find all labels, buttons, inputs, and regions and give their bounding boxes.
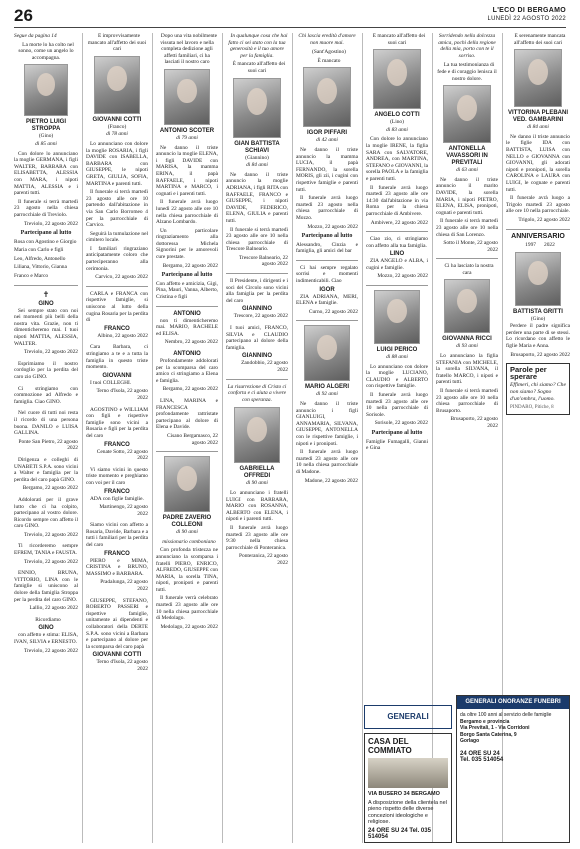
notice-date: Trescore Balneario, 22 agosto 2022 xyxy=(238,254,288,268)
divider xyxy=(506,229,570,230)
notice-lead: È mancato xyxy=(317,57,341,64)
deceased-nickname: (Gino) xyxy=(38,133,54,140)
notice-body: AGOSTINO e WILLIAM con figli e rispettive famiglie sono vicini a Rosaria e figli per la perdita del caro xyxy=(86,406,148,439)
obituary-notice xyxy=(86,467,148,518)
notice-rite: Seguirà la tumulazione nel cimitero locale. xyxy=(86,230,148,244)
paper-date: LUNEDÌ 22 AGOSTO 2022 xyxy=(487,16,566,22)
notice-date: Ponte San Pietro, 22 agosto 2022 xyxy=(18,438,78,452)
deceased-photo xyxy=(515,252,561,306)
notice-rite: Il funerale avrà luogo martedì 23 agosto alle ore 10 nella parrocchiale di Sorisole. xyxy=(366,392,428,418)
notice-rite: Il funerale si terrà martedì 23 agosto alle ore 10 nella chiesa parrocchiale di Trescore Balneario. xyxy=(226,226,288,253)
deceased-name: ANTONIO SCOTER xyxy=(159,127,215,134)
notice-body: Siamo vicini con affetto a Rosaria, Davide, Barbara e a tutti i familiari per la perdita del caro xyxy=(86,522,148,549)
deceased-name: GIANNINO xyxy=(242,306,272,313)
ad-photo xyxy=(368,758,448,788)
divider xyxy=(226,379,288,380)
notice-date: Treviolo, 22 agosto 2022 xyxy=(23,531,78,538)
notice-body: Ciao zio, ci stringiamo con affetto alla tua famiglia. xyxy=(366,236,428,249)
obituary-notice xyxy=(366,33,428,226)
notice-body: Ne danno il triste annuncio il marito DAVIDE, la sorella MARIA, i nipoti PIETRO, ELENA, ELISA, pronipoti, cognati e parenti tutti. xyxy=(436,176,498,216)
obituary-notice xyxy=(156,398,218,446)
notice-lead: La tua testimonianza di fede e di coraggio lenisca il nostro dolore. xyxy=(437,62,497,82)
ad-line: Bergamo e provincia xyxy=(460,718,510,725)
notice-date: Sotto il Monte, 22 agosto 2022 xyxy=(443,240,498,253)
notice-lead: La morte lo ha colto nel sonno, come un angelo lo accompagna. xyxy=(18,41,74,61)
notice-date: Pradalunga, 22 agosto 2022 xyxy=(100,579,148,593)
masthead xyxy=(487,7,566,23)
mourner-line: Franco e Marco xyxy=(14,273,49,280)
divider xyxy=(156,451,218,452)
deceased-name: FRANCO xyxy=(104,441,130,448)
deceased-name: FRANCO xyxy=(104,325,130,332)
ad-line: Borgo Santa Caterina, 9 xyxy=(460,731,517,738)
notice-body: Sei sempre stato con noi nei momenti più belli della nostra vita. Grazie, non ti dimenticheremo mai. I tuoi nipoti MATTIA, ALESSIA, WALTER. xyxy=(14,307,78,347)
notice-date: Madone, 22 agosto 2022 xyxy=(304,477,358,484)
notice-body: Con dolore lo annunciano la moglie GERMANA, i figli WALTER, BARBARA con ELISABETTA, ALESSIA con MARA, i nipoti MATTIA, ALESSIA e i parenti tutti. xyxy=(14,150,78,197)
deceased-photo xyxy=(94,56,140,114)
hope-words-title: Parole per sperare xyxy=(510,365,547,381)
deceased-photo xyxy=(24,64,68,116)
deceased-name: MARIO ALGERI xyxy=(304,384,350,391)
column-8 xyxy=(506,33,570,685)
deceased-name: GINO xyxy=(38,625,54,632)
notice-quote: Sorridendo nella dolcezza amica, pochi della regione della mia, porto con te il sorriso. xyxy=(438,33,496,59)
mourner-line: Alessandro, Cinzia e famiglia, gli amici del bar xyxy=(296,241,358,255)
deceased-age: di 92 anni xyxy=(316,391,338,398)
notice-date: Martinengo, 22 agosto 2022 xyxy=(99,504,148,517)
notice-date: Mozzo, 22 agosto 2022 xyxy=(307,223,358,230)
deceased-name: GIANNINO xyxy=(242,353,272,360)
funeral-services-ad xyxy=(456,695,570,843)
divider xyxy=(156,306,218,307)
deceased-name: IGOR xyxy=(319,286,335,293)
notice-body: Perdere il padre significa perdere una parte di se stessi. Lo ricordano con affetto le figlie Maria e Anna. xyxy=(506,323,570,350)
notice-lead: Ricordiamo xyxy=(35,616,61,623)
divider xyxy=(296,320,358,321)
notice-rite: Il funerale si terrà martedì 23 agosto alle ore 10 nella chiesa di San Lorenzo. xyxy=(436,218,498,238)
deceased-photo xyxy=(303,67,351,127)
obituary-notice xyxy=(296,265,358,316)
ad-heading: GENERALI ONORANZE FUNEBRI xyxy=(457,696,569,709)
hope-words-source: PINDARO, Pitiche, 8 xyxy=(510,404,554,410)
ad-phone: Tel. 035 514054 xyxy=(460,757,504,763)
notice-date: Cenate Sotto, 22 agosto 2022 xyxy=(96,448,148,462)
deceased-name: GIOVANNI xyxy=(102,372,132,379)
ad-body: A disposizione della clientela nel pieno rispetto delle diverse concezioni ideologiche e religiose. xyxy=(368,799,447,825)
notice-body: Ne danno il triste annuncio i figli GIANLUIGI, ANNAMARIA, SILVANA, GIUSEPPE, ANTONELLA con le rispettive famiglie, i nipoti e i pronipoti. xyxy=(296,401,358,447)
notice-thanks: I familiari ringraziano anticipatamente coloro che parteciperanno alla cerimonia. xyxy=(86,245,148,272)
notice-rite: Il funerale avrà luogo martedì 23 agosto alle ore 9:30 nella chiesa parrocchiale di Ponteranica. xyxy=(226,524,288,551)
notice-body: Vi siamo vicini in questo triste momento e preghiamo con voi per il caro xyxy=(86,466,148,486)
column-4 xyxy=(226,33,288,845)
notice-date: Treviolo, 22 agosto 2022 xyxy=(23,349,78,356)
deceased-name: ANTONELLA VAVASSORI IN PREVITALI xyxy=(446,146,488,167)
deceased-name: GIOVANNI COTTI xyxy=(92,652,142,659)
notice-date: Bergamo, 22 agosto 2022 xyxy=(162,262,218,269)
mourner-line: Famiglie Fumagalli, Gianni e Gina xyxy=(366,438,428,452)
obituary-notice xyxy=(14,361,78,381)
notice-body: Ti ricorderemo sempre EFREM, TANIA e FAUSTA. xyxy=(14,543,78,557)
page-number: 26 xyxy=(14,6,33,25)
deceased-nickname: (Franco) xyxy=(107,123,127,130)
deceased-age: di 84 anni xyxy=(246,162,268,169)
obituary-notice xyxy=(226,278,288,320)
notice-body: Lo annunciano la figlia STEFANIA con MICHELE, la sorella SILVANA, il fratello MARCO, i nipoti e parenti tutti. xyxy=(436,353,498,386)
anniversary-years: 1997 2022 xyxy=(525,242,555,249)
column-1 xyxy=(14,33,78,845)
hope-words-box xyxy=(506,363,570,415)
deceased-age: di 85 anni xyxy=(35,140,57,147)
deceased-age: di 88 anni xyxy=(386,354,408,361)
deceased-name: LINO xyxy=(389,251,405,258)
obituary-notice xyxy=(14,386,78,406)
deceased-name: FRANCO xyxy=(104,488,130,495)
notice-body: non ti dimenticheremo mai. MARIO, RACHELE ed ELISA. xyxy=(156,317,218,337)
obituary-notice xyxy=(86,291,148,340)
notice-body: Ne danno il triste annuncio la moglie ELENA, i figli DAVIDE con MARISA, la mamma ERINA, il papà RAFFAELE, i nipoti MARTINA e MARCO, i cognati e i parenti tutti. xyxy=(156,144,218,197)
mourner-line: Maria con Carlo e figli xyxy=(14,247,64,254)
obituary-notice xyxy=(14,33,78,280)
continuation-label: Segue da pagina 14 xyxy=(14,33,57,39)
obituary-notice xyxy=(86,407,148,462)
obituary-notice xyxy=(436,263,498,429)
obituary-notice xyxy=(14,570,78,612)
column-rule xyxy=(152,33,153,843)
obituary-notice xyxy=(366,290,428,452)
divider xyxy=(86,286,148,287)
obituary-notice xyxy=(14,543,78,565)
obituary-notice xyxy=(156,456,218,630)
ad-phone: 24 ORE SU 24 Tel. 035 514054 xyxy=(368,827,431,840)
ad-hours: 24 ORE SU 24 xyxy=(460,750,500,757)
notice-date: Carvico, 22 agosto 2022 xyxy=(95,274,148,281)
notice-lead: Dopo una vita nobilmente vissuta nel lavoro e nella completa dedizione agli affetti familiari, ci ha lasciati il nostro caro xyxy=(160,33,218,66)
deceased-photo xyxy=(443,85,491,143)
obituary-notice xyxy=(14,290,78,356)
mourner-line: Rosa con Agostino e Giorgio xyxy=(14,238,77,245)
notice-date: Ambivere, 22 agosto 2022 xyxy=(370,219,428,226)
ad-line: da oltre 100 anni al servizio delle famiglie xyxy=(460,712,552,718)
divider xyxy=(366,231,428,232)
section-heading: Partecipano al lutto xyxy=(20,230,72,237)
notice-quote: In qualunque cosa che hai fatto ci sei stato con la tua generosità e il tuo amore per la famiglia. xyxy=(228,33,288,59)
ad-body xyxy=(457,709,569,767)
notice-body: Con dolore lo annunciano la moglie IRENE, la figlia SARA con SALVATORE, ANDREA, con MARTINA, STEFANO e GIOVANNI, la sorella PAOLA e la famiglia e parenti tutti. xyxy=(366,136,428,182)
ad-title: CASA DEL COMMIATO xyxy=(368,737,412,755)
column-rule xyxy=(362,33,363,843)
notice-body: Con profonda tristezza ne annunciano la scomparsa i fratelli PIERO, ENRICO, ALFREDO, GIUSEPPE con MARIA, la sorella TINA, nipoti, pronipoti e parenti tutti. xyxy=(156,547,218,593)
deceased-photo xyxy=(373,49,421,109)
notice-date: Nembro, 22 agosto 2022 xyxy=(164,339,218,346)
page-header xyxy=(14,6,566,28)
divider xyxy=(436,258,498,259)
obituary-notice xyxy=(86,598,148,673)
notice-body: ZIA ADRIANA, MERI, ELENA e famiglie. xyxy=(296,293,358,307)
ad-line: Via Previtali, 1 - Via Corridoni xyxy=(460,725,530,731)
deceased-photo xyxy=(164,69,210,125)
notice-body: ZIA ANGELO e ALBA, i cugini e famiglie. xyxy=(366,258,428,271)
mourner-line: Leo, Alfredo, Antonello xyxy=(14,255,66,262)
column-rule xyxy=(222,33,223,843)
column-5 xyxy=(296,33,358,845)
column-7 xyxy=(436,33,498,687)
notice-date: Medolago, 22 agosto 2022 xyxy=(160,623,218,630)
notice-lead: Ci ha lasciato la nostra cara xyxy=(444,263,494,276)
funeral-home-ad xyxy=(364,733,452,843)
notice-body: Esprimiamo il nostro cordoglio per la perdita del caro zio GINO. xyxy=(14,360,78,380)
section-heading: Partecipano al lutto xyxy=(301,233,353,240)
notice-date: Trigolo, 22 agosto 2022 xyxy=(518,216,570,223)
deceased-name: PIETRO LUIGI STROPPA xyxy=(25,119,66,133)
notice-rite: Il funerale si terrà martedì 23 agosto alle ore 10 nella chiesa parrocchiale di Brusaporto. xyxy=(436,388,498,414)
notice-date: Treviolo, 22 agosto 2022 xyxy=(23,558,78,565)
notice-body: Dirigenza e colleghi di UNABETI S.P.A. sono vicini a Walter e famiglia per la perdita del caro papà GINO. xyxy=(14,456,78,483)
notice-body: ADA con figlie famiglie. xyxy=(90,495,144,502)
divider xyxy=(14,285,78,286)
notice-lead: È improvvisamente mancato all'affetto dei suoi cari xyxy=(87,33,147,53)
notice-date: Brusaporto, 22 agosto 2022 xyxy=(450,416,498,429)
deceased-age: di 90 anni xyxy=(176,529,198,536)
deceased-name: GINO xyxy=(38,300,54,307)
notice-body: Ci hai sempre regalato sorrisi e momenti indimenticabili. Ciao xyxy=(296,264,358,285)
notice-rite: Il funerale si terrà martedì 23 agosto nella chiesa parrocchiale di Treviolo. xyxy=(14,198,78,218)
notice-quote: Chi lascia eredità d'amore non muore mai. xyxy=(298,33,356,46)
obituary-notice xyxy=(14,497,78,539)
deceased-photo xyxy=(444,279,490,333)
deceased-name: ANGELO COTTI xyxy=(374,112,420,119)
notice-rite: Il funerale avrà luogo a Trigolo martedì 23 agosto alle ore 10 nella parrocchiale. xyxy=(506,195,570,215)
notice-body: Ci stringiamo con commozione ad Alfredo e famiglia. Ciao GINO. xyxy=(14,385,78,405)
notice-body: CARLA e FRANCA con rispettive famiglie, si uniscono al lutto della cugina Rosaria per la perdita di xyxy=(86,290,148,324)
section-heading: Partecipano al lutto xyxy=(371,430,423,436)
hope-words-text: Effimeri, chi siamo? Che non siamo? Sogno d'un'ombra, l'uomo. xyxy=(510,382,566,403)
section-heading: Partecipano al lutto xyxy=(161,272,213,279)
notice-date: Treviolo, 22 agosto 2022 xyxy=(23,647,78,654)
deceased-photo xyxy=(304,325,350,381)
deceased-nickname: (Lino) xyxy=(390,119,404,126)
notice-lead: missionario comboniano xyxy=(162,538,216,545)
notice-body: Il Presidente, i dirigenti e i soci del Circolo sono vicini alla famiglia per la perdita del caro xyxy=(226,278,288,304)
column-2 xyxy=(86,33,148,845)
obituary-notice xyxy=(436,33,498,253)
deceased-name: GIOVANNA RICCI xyxy=(442,336,492,343)
deceased-name: ANTONIO xyxy=(173,310,201,317)
obituary-notice xyxy=(506,33,570,224)
notice-rite: Il funerale si terrà martedì 23 agosto alle ore 10 partendo dall'abitazione in via San Carlo Borromeo 4 per la parrocchiale di Carvico. xyxy=(86,189,148,229)
notice-date: Zandobbio, 22 agosto 2022 xyxy=(241,360,288,373)
deceased-photo xyxy=(374,290,420,344)
deceased-name: GABRIELLA OFFREDI xyxy=(239,466,275,480)
notice-body: Ne danno il triste annuncio la mamma LUCIA, il papà FERNANDO, la sorella MORIS, gli zii, i cugini con rispettive famiglie e parenti tutti. xyxy=(296,146,358,193)
anniversary-heading: ANNIVERSARIO xyxy=(511,232,565,240)
obituary-notice xyxy=(86,522,148,592)
obituary-notice xyxy=(156,351,218,393)
deceased-name: GIAN BATTISTA SCHIAVI xyxy=(234,140,280,154)
notice-body: ENNIO, BRUNA, VITTORIO, LINA con le famiglie si uniscono al dolore della famiglia Stroppa per la perdita del caro GINO. xyxy=(14,570,78,603)
funeral-home-logo: GENERALI xyxy=(364,705,452,729)
notice-quote: La risurrezione di Cristo ci conforta e ci aiuta a vivere con speranza. xyxy=(227,383,287,403)
notice-body: LINA, MARINA e FRANCESCA profondamente rattristate partecipano al dolore di Elena e Davide. xyxy=(156,397,218,431)
obituary-notice xyxy=(156,33,218,301)
notice-date: Sorisole, 22 agosto 2022 xyxy=(374,420,428,427)
notice-rite: Il funerale avrà luogo martedì 23 agosto alle ore 10 nella chiesa parrocchiale di Madone. xyxy=(296,449,358,475)
deceased-name: BATTISTA GRITTI xyxy=(513,308,563,315)
deceased-age: di 83 anni xyxy=(386,126,408,133)
notice-body: Nel cuore di tutti noi resta il ricordo di una persona buona. DANILO e LUISA GALLINA. xyxy=(14,410,78,437)
divider xyxy=(366,285,428,286)
column-rule xyxy=(82,33,83,843)
obituary-notice xyxy=(14,410,78,452)
ad-line: Gorlago xyxy=(460,738,480,744)
deceased-name: VITTORINA PLEBANI VED. GAMBARINI xyxy=(507,110,568,124)
notice-rite: Il funerale avrà luogo martedì 23 agosto nella chiesa parrocchiale di Mozzo. xyxy=(296,195,358,221)
notice-body: Addolorati per il grave lutto che ci ha colpito, partecipano al vostro dolore. Ricordo sempre con affetto il caro GINO. xyxy=(14,496,78,530)
deceased-name: PADRE ZAVERIO COLLEONI xyxy=(162,515,212,529)
notice-body: Lo annunciano con dolore la moglie LUCIANO, CLAUDIO e ALBERTO con rispettive famiglie. xyxy=(366,363,428,390)
cross-icon: ✝ xyxy=(42,289,50,299)
obituary-notice xyxy=(296,325,358,484)
ad-address: VIA BUSERO 34 BERGAMO xyxy=(368,791,440,797)
column-rule xyxy=(292,33,293,843)
deceased-name: GIOVANNI COTTI xyxy=(92,116,142,123)
notice-body: GIUSEPPE, STEFANO, ROBERTO PASSERI e rispettive famiglie, unitamente ai dipendenti e collaboratori della DERTE S.P.A. sono vicini a Barbara e partecipano al dolore per la scomparsa del caro papà xyxy=(86,597,148,650)
anniversary-notice xyxy=(506,234,570,359)
deceased-photo xyxy=(514,49,562,107)
obituary-notice xyxy=(14,457,78,492)
notice-date: Trescore, 22 agosto 2022 xyxy=(233,313,288,320)
deceased-age: di 79 anni xyxy=(176,134,198,141)
obituary-notice xyxy=(156,311,218,346)
notice-date: Bergamo, 22 agosto 2022 xyxy=(162,386,218,393)
column-3 xyxy=(156,33,218,845)
notice-date: Ponteranica, 22 agosto 2022 xyxy=(239,553,288,566)
obituary-notice xyxy=(226,325,288,374)
notice-date: Curno, 22 agosto 2022 xyxy=(308,308,358,315)
obituary-notice xyxy=(226,33,288,268)
notice-body: I tuoi amici, FRANCO, SILVIA e CLAUDIO partecipano al dolore della famiglia. xyxy=(226,325,288,351)
column-6 xyxy=(366,33,428,701)
notice-rite: Il funerale avrà luogo martedì 23 agosto alle ore 14:30 dall'abitazione in via Roma per la chiesa parrocchiale di Ambivere. xyxy=(366,184,428,217)
deceased-name: IGOR PIFFARI xyxy=(306,130,347,137)
paper-name: L'ECO DI BERGAMO xyxy=(492,7,566,14)
notice-date: Brusaporto, 22 agosto 2022 xyxy=(510,351,570,358)
notice-date: Lallio, 22 agosto 2022 xyxy=(29,605,78,612)
obituary-notice xyxy=(226,407,288,566)
notice-body: I tuoi COLLEGHI. xyxy=(90,379,132,386)
notice-body: Lo annunciano i fratelli LUIGI con BARBARA, MARIO con ROSANNA, ALBERTO con ELENA, i nipoti e i parenti tutti. xyxy=(226,489,288,523)
notice-date: Terno d'Isola, 22 agosto 2022 xyxy=(96,388,148,401)
deceased-photo xyxy=(234,407,280,463)
quote-attribution: (Sant'Agostino) xyxy=(312,49,346,56)
notice-rite: Un particolare ringraziamento alla dottoressa Michela Signorini per le amorevoli cure prestate. xyxy=(156,227,218,261)
deceased-age: di 63 anni xyxy=(456,167,478,174)
deceased-age: di 42 anni xyxy=(316,137,338,144)
divider xyxy=(226,273,288,274)
deceased-age: di 78 anni xyxy=(106,131,128,138)
notice-body: PIERO e MIMA, CRISTINA e BRUNO, MASSIMO e BARBARA. xyxy=(86,557,148,577)
notice-rite: Il funerale avrà luogo lunedì 22 agosto alle ore 10 nella chiesa parrocchiale di Alzano Lombardo. xyxy=(156,199,218,226)
notice-body: Ne danno il triste annuncio la moglie ADRIANA, i figli RITA con RAFFAELE, FRANCO e GIUSEPPE, i nipoti DAVIDE, FEDERICO, ELENA, GIULIA e parenti tutti. xyxy=(226,171,288,224)
notice-body: Lo annunciano con dolore la moglie ROSARIA, i figli DAVIDE con ISABELLA, BARBARA con GIUSEPPE, le nipoti GRETA, GIULIA, SOFIA, MARTINA e parenti tutti. xyxy=(86,140,148,187)
deceased-nickname: (Giannino) xyxy=(245,154,269,161)
notice-date: Albino, 22 agosto 2022 xyxy=(97,332,148,339)
notice-date: Mozzo, 22 agosto 2022 xyxy=(377,273,428,280)
notice-lead: È mancato all'affetto dei suoi cari xyxy=(232,61,286,74)
deceased-name: ANTONIO xyxy=(173,351,201,357)
obituary-notice xyxy=(86,33,148,281)
obituary-notice xyxy=(296,33,358,255)
mourner-line: Con affetto e amicizia, Gigi, Pina, Mauri, Vanna, Alberto, Cristina e figli xyxy=(156,280,218,301)
deceased-name: LUIGI PERICO xyxy=(376,347,418,354)
deceased-photo xyxy=(233,78,281,138)
notice-body: Cara Barbara, ci stringiamo a te e a tutta la famiglia in questo triste momento. xyxy=(86,344,148,371)
obituary-notice xyxy=(366,236,428,280)
notice-rite: Il funerale verrà celebrato martedì 23 agosto alle ore 10 nella chiesa parrocchiale di Medolago. xyxy=(156,595,218,622)
deceased-photo xyxy=(164,456,210,512)
deceased-age: di 84 anni xyxy=(527,124,549,131)
notice-date: Terno d'Isola, 22 agosto 2022 xyxy=(96,659,148,672)
notice-lead: È mancato all'affetto dei suoi cari xyxy=(372,33,426,46)
notice-date: Cisano Bergamasco, 22 agosto 2022 xyxy=(167,432,218,446)
deceased-name: FRANCO xyxy=(104,550,130,557)
notice-date: Treviolo, 22 agosto 2022 xyxy=(23,220,78,227)
notice-lead: È serenamente mancata all'affetto dei suoi cari xyxy=(513,33,566,46)
obituary-notice xyxy=(14,617,78,654)
notice-body: Profondamente addolorati per la scomparsa del caro amico ci stringiamo a Elena e famiglia. xyxy=(156,358,218,384)
divider xyxy=(296,260,358,261)
notice-body: con affetto e stima: ELISA, IVAN, SILVIA e ERNESTO. xyxy=(14,632,78,645)
notice-date: Bergamo, 22 agosto 2022 xyxy=(22,485,78,492)
obituary-notice xyxy=(86,344,148,401)
deceased-nickname: (Gino) xyxy=(530,315,546,322)
notice-body: Ne danno il triste annuncio le figlie IDA con BATTISTA, LUISA con NELLO e GIOVANNA con GIOVANNI, gli adorati nipoti e pronipoti, la sorella CAROLINA e LAURA con LUIGI, le cognate e parenti tutti. xyxy=(506,133,570,193)
deceased-age: di 90 anni xyxy=(246,480,268,487)
mourner-line: Liliana, Vittorio, Gianna xyxy=(14,264,67,271)
deceased-age: di 93 anni xyxy=(456,343,478,350)
